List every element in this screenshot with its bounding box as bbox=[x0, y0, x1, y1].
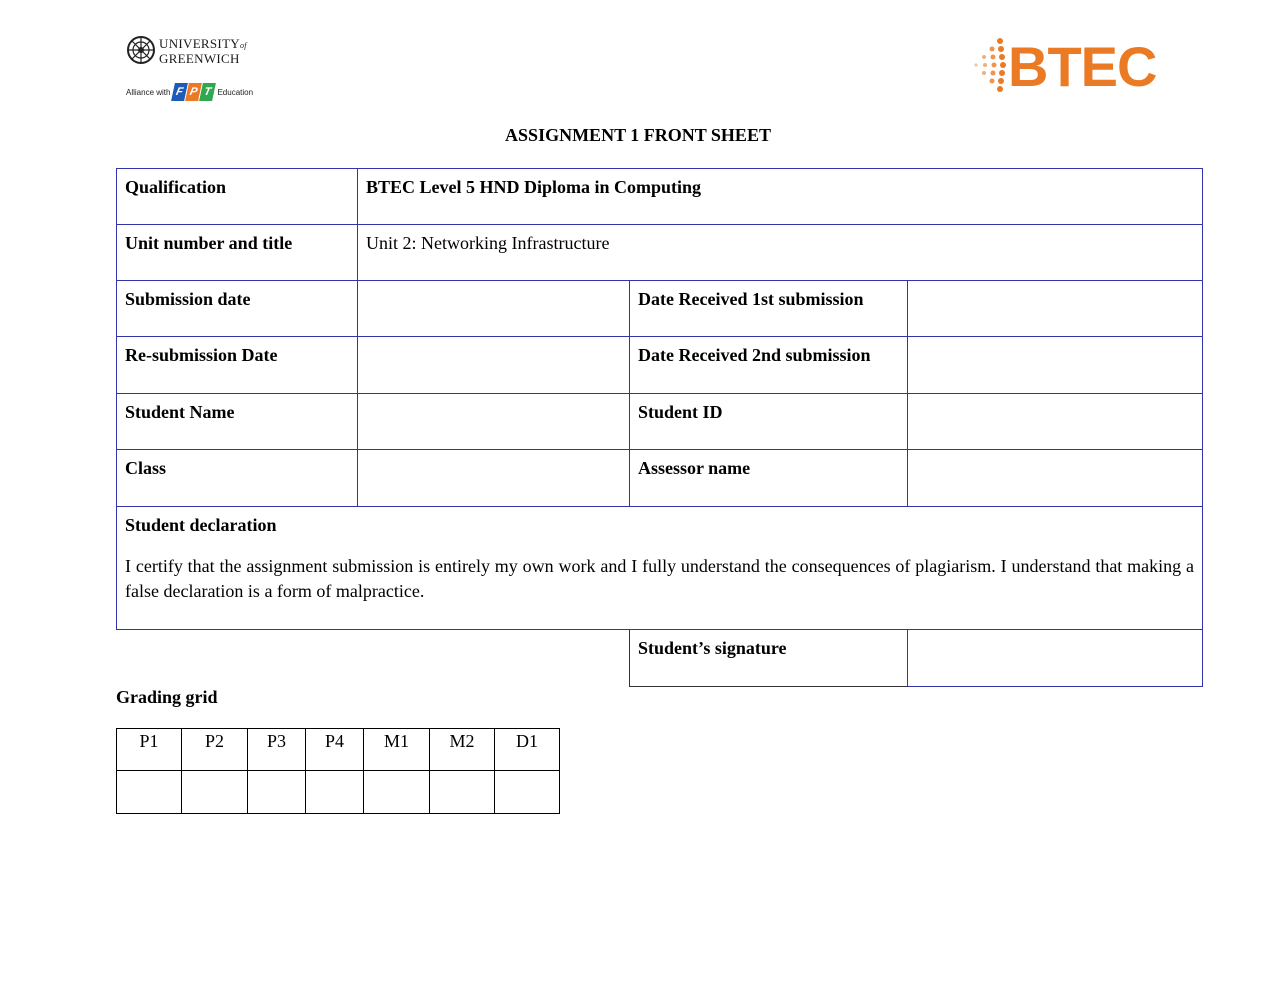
grading-grid-table bbox=[116, 728, 560, 814]
date-received-1-field[interactable] bbox=[908, 281, 1203, 337]
grade-header-p1: P1 bbox=[117, 729, 182, 771]
university-name-line1: UNIVERSITY bbox=[159, 36, 240, 51]
signature-spacer bbox=[117, 630, 630, 687]
student-id-field[interactable] bbox=[908, 394, 1203, 450]
class-field[interactable] bbox=[358, 450, 630, 507]
grade-cell-p4[interactable] bbox=[306, 771, 364, 814]
grade-cell-m2[interactable] bbox=[430, 771, 495, 814]
resubmission-date-label: Re-submission Date bbox=[117, 337, 358, 394]
assessor-name-label: Assessor name bbox=[630, 450, 908, 507]
declaration-text: I certify that the assignment submission is entirely my own work and I fully understand the consequences of plagiarism. I understand that making a false declaration is a form of malpractice. bbox=[125, 556, 1195, 601]
student-name-label: Student Name bbox=[117, 394, 358, 450]
grade-cell-p2[interactable] bbox=[182, 771, 248, 814]
class-label: Class bbox=[117, 450, 358, 507]
grading-grid-title: Grading grid bbox=[116, 687, 218, 707]
grade-cell-p3[interactable] bbox=[248, 771, 306, 814]
qualification-row bbox=[117, 169, 1203, 225]
student-name-field[interactable] bbox=[358, 394, 630, 450]
submission-row bbox=[117, 281, 1203, 337]
unit-value: Unit 2: Networking Infrastructure bbox=[358, 225, 1203, 281]
grade-header-m2: M2 bbox=[430, 729, 495, 771]
date-received-1-label: Date Received 1st submission bbox=[630, 281, 908, 337]
grade-header-p3: P3 bbox=[248, 729, 306, 771]
declaration-heading: Student declaration bbox=[125, 515, 277, 535]
grade-header-p2: P2 bbox=[182, 729, 248, 771]
fpt-letter-t: T bbox=[200, 83, 217, 101]
page-title: ASSIGNMENT 1 FRONT SHEET bbox=[505, 125, 771, 145]
student-row bbox=[117, 394, 1203, 450]
grade-header-p4: P4 bbox=[306, 729, 364, 771]
unit-row bbox=[117, 225, 1203, 281]
fpt-letter-f: F bbox=[172, 83, 189, 101]
btec-dots-icon bbox=[970, 35, 1010, 101]
student-id-label: Student ID bbox=[630, 394, 908, 450]
university-name bbox=[159, 37, 247, 65]
date-received-2-label: Date Received 2nd submission bbox=[630, 337, 908, 394]
signature-label: Student’s signature bbox=[630, 630, 908, 687]
unit-label: Unit number and title bbox=[117, 225, 358, 281]
fpt-letter-p: P bbox=[186, 83, 203, 101]
university-logo bbox=[126, 35, 266, 105]
university-crest-icon bbox=[126, 35, 156, 65]
grading-value-row bbox=[117, 771, 560, 814]
assessor-name-field[interactable] bbox=[908, 450, 1203, 507]
btec-wordmark: BTEC bbox=[1008, 35, 1157, 98]
fpt-logo bbox=[173, 83, 214, 101]
signature-row bbox=[117, 630, 1203, 687]
class-row bbox=[117, 450, 1203, 507]
signature-field[interactable] bbox=[908, 630, 1203, 687]
submission-date-field[interactable] bbox=[358, 281, 630, 337]
grade-cell-p1[interactable] bbox=[117, 771, 182, 814]
alliance-suffix: Education bbox=[217, 87, 254, 97]
resubmission-date-field[interactable] bbox=[358, 337, 630, 394]
grade-cell-d1[interactable] bbox=[495, 771, 560, 814]
grade-cell-m1[interactable] bbox=[364, 771, 430, 814]
date-received-2-field[interactable] bbox=[908, 337, 1203, 394]
alliance-line bbox=[126, 83, 253, 101]
qualification-value: BTEC Level 5 HND Diploma in Computing bbox=[358, 169, 1203, 225]
qualification-label: Qualification bbox=[117, 169, 358, 225]
alliance-prefix: Alliance with bbox=[126, 87, 171, 97]
university-name-line2: GREENWICH bbox=[159, 51, 240, 66]
btec-logo bbox=[970, 35, 1170, 101]
resubmission-row bbox=[117, 337, 1203, 394]
university-name-of: of bbox=[240, 41, 247, 50]
front-sheet-table bbox=[116, 168, 1203, 687]
grade-header-m1: M1 bbox=[364, 729, 430, 771]
grading-header-row bbox=[117, 729, 560, 771]
submission-date-label: Submission date bbox=[117, 281, 358, 337]
grade-header-d1: D1 bbox=[495, 729, 560, 771]
declaration-row bbox=[117, 507, 1203, 630]
declaration-cell bbox=[117, 507, 1203, 630]
